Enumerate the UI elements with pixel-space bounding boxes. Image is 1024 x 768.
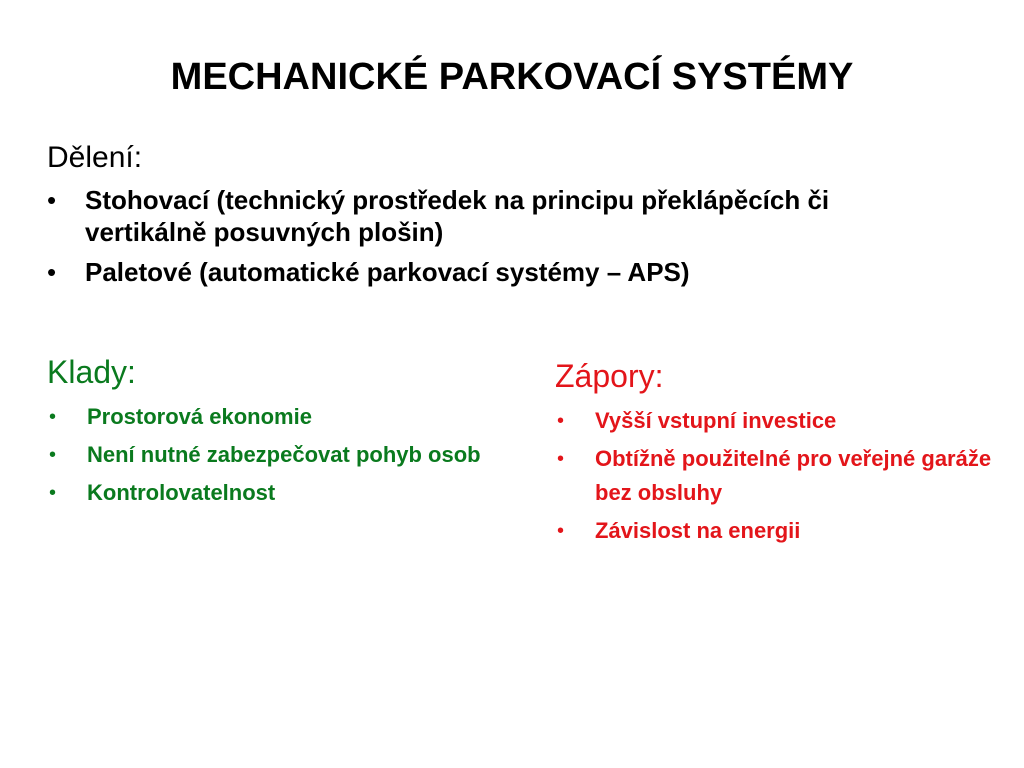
- pros-column: [47, 352, 487, 514]
- list-item-text: Kontrolovatelnost: [87, 480, 276, 505]
- list-item-text: Není nutné zabezpečovat pohyb osob: [87, 442, 481, 467]
- bullet-icon: •: [47, 185, 57, 215]
- list-item-text: Vyšší vstupní investice: [595, 408, 837, 433]
- intro-section: [47, 138, 947, 296]
- list-item: [555, 404, 995, 438]
- list-item: [555, 514, 995, 548]
- cons-heading: Zápory:: [555, 358, 664, 394]
- list-item-text: Obtížně použitelné pro veřejné garáže bez obsluhy: [595, 446, 992, 505]
- bullet-icon: •: [49, 444, 57, 466]
- list-item: [47, 438, 487, 472]
- bullet-icon: •: [557, 520, 565, 542]
- bullet-icon: •: [557, 448, 565, 470]
- list-item-text: Stohovací (technický prostředek na principu překlápěcích či vertikálně posuvných plošin): [85, 185, 830, 247]
- pros-heading: Klady:: [47, 354, 136, 390]
- list-item: [47, 476, 487, 510]
- cons-column: [555, 356, 995, 552]
- list-item: [47, 256, 947, 288]
- bullet-icon: •: [557, 410, 565, 432]
- list-item: [47, 184, 947, 248]
- cons-list: [555, 404, 995, 548]
- list-item-text: Paletové (automatické parkovací systémy – APS): [85, 257, 690, 287]
- bullet-icon: •: [47, 257, 57, 287]
- list-item-text: Závislost na energii: [595, 518, 801, 543]
- bullet-icon: •: [49, 482, 57, 504]
- list-item: [47, 400, 487, 434]
- intro-heading: Dělení:: [47, 141, 143, 174]
- bullet-icon: •: [49, 406, 57, 428]
- list-item-text: Prostorová ekonomie: [87, 404, 312, 429]
- list-item: [555, 442, 995, 510]
- intro-list: [47, 184, 947, 288]
- slide-title: MECHANICKÉ PARKOVACÍ SYSTÉMY: [170, 56, 854, 98]
- pros-list: [47, 400, 487, 510]
